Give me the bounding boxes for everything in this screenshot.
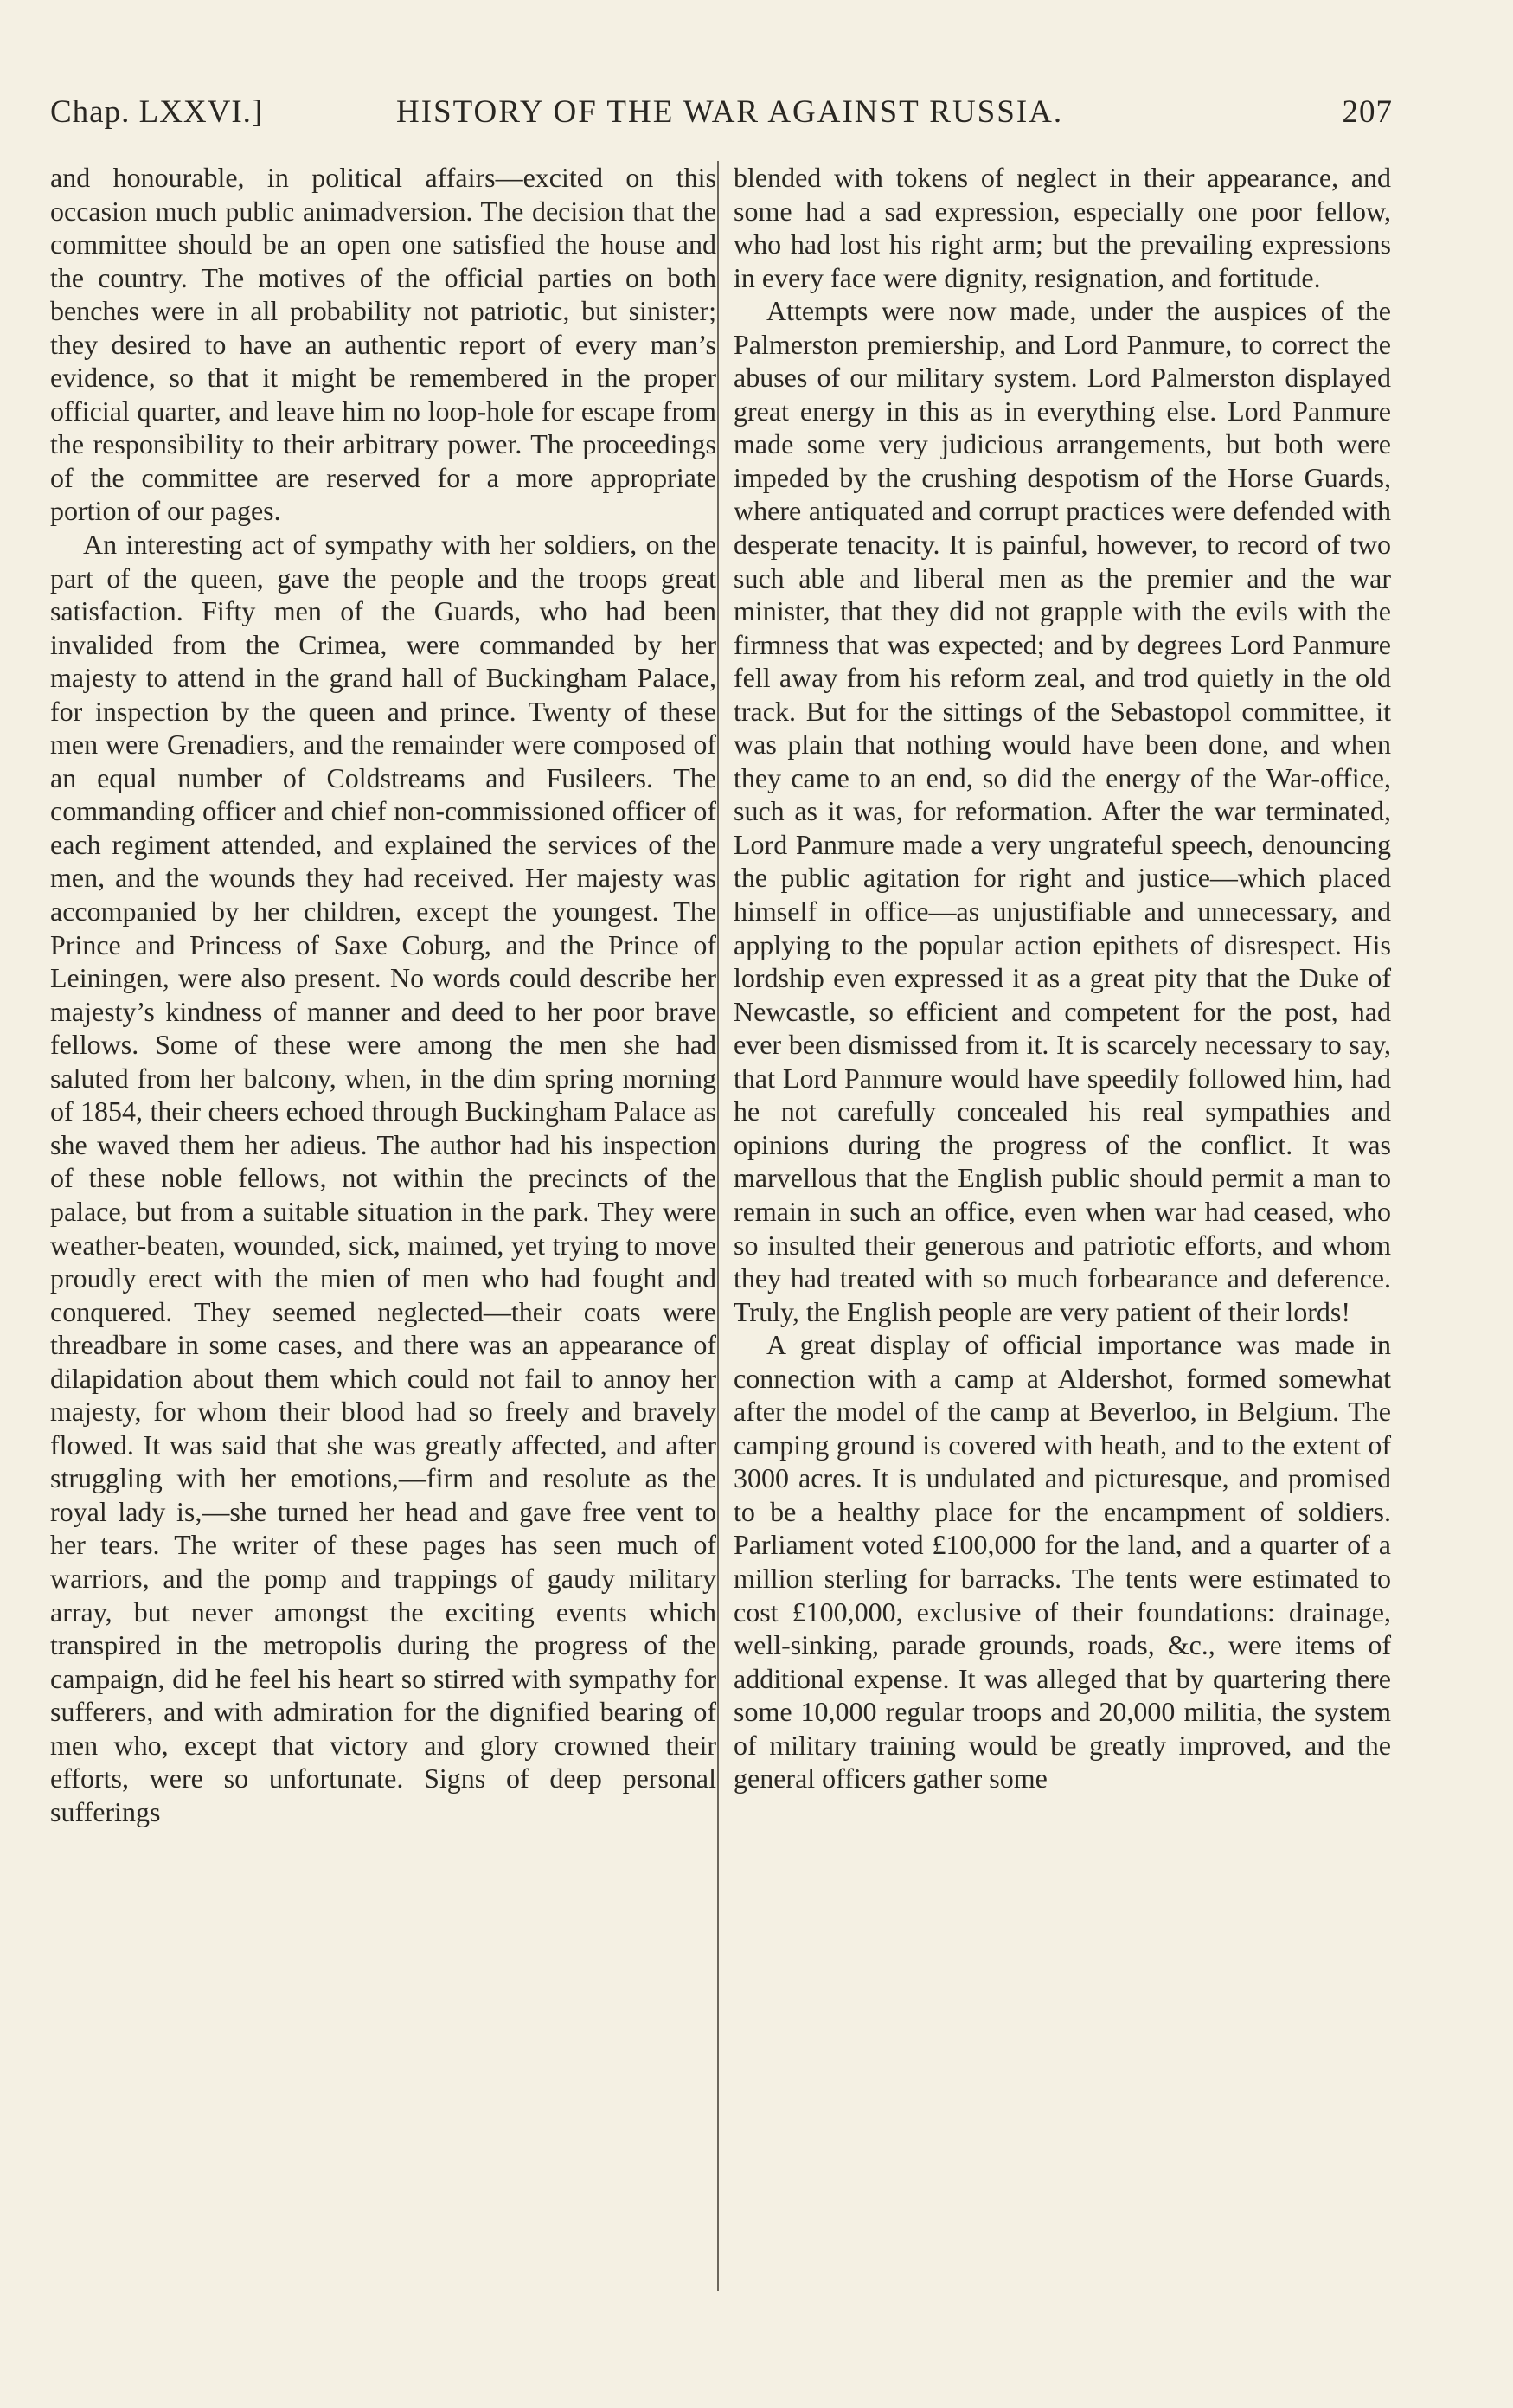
paragraph: An interesting act of sympathy with her soldiers, on the part of the queen, gave the people and the troops great satisfaction. Fifty men of the Guards, who had been invalided from the Crimea, were commanded by her majesty to attend in the grand hall of Buckingham Palace, for inspection by the queen and prince. Twenty of these men were Grenadiers, and the remainder were composed of an equal number of Coldstreams and Fusileers. The commanding officer and chief non-commissioned officer of each regiment attended, and explained the services of the men, and the wounds they had received. Her majesty was accompanied by her children, except the youngest. The Prince and Princess of Saxe Coburg, and the Prince of Leiningen, were also present. No words could describe her majesty’s kindness of manner and deed to her poor brave fellows. Some of these were among the men she had saluted from her balcony, when, in the dim spring morning of 1854, their cheers echoed through Buckingham Palace as she waved them her adieus. The author had his inspection of these noble fellows, not within the precincts of the palace, but from a suitable situation in the park. They were weather-beaten, wounded, sick, maimed, yet trying to move proudly erect with the mien of men who had fought and conquered. They seemed neglected—their coats were threadbare in some cases, and there was an appearance of dilapidation about them which could not fail to annoy her majesty, for whom their blood had so freely and bravely flowed. It was said that she was greatly affected, and after struggling with her emotions,—firm and resolute as the royal lady is,—she turned her head and gave free vent to her tears. The writer of these pages has seen much of warriors, and the pomp and trappings of gaudy military array, but never amongst the exciting events which transpired in the metropolis during the progress of the campaign, did he feel his heart so stirred with sympathy for sufferers, and with admiration for the dignified bearing of men who, except that victory and glory crowned their efforts, were so unfortunate. Signs of deep personal sufferings xyxy=(50,529,716,1827)
right-column xyxy=(734,161,1391,1795)
paragraph: Attempts were now made, under the auspices of the Palmerston premiership, and Lord Panmure, to correct the abuses of our military system. Lord Palmerston displayed great energy in this as in everything else. Lord Panmure made some very judicious arrangements, but both were impeded by the crushing despotism of the Horse Guards, where antiquated and corrupt practices were defended with desperate tenacity. It is painful, however, to record of two such able and liberal men as the premier and the war minister, that they did not grapple with the evils with the firmness that was expected; and by degrees Lord Panmure fell away from his reform zeal, and trod quietly in the old track. But for the sittings of the Sebastopol committee, it was plain that nothing would have been done, and when they came to an end, so did the energy of the War-office, such as it was, for reformation. After the war terminated, Lord Panmure made a very ungrateful speech, denouncing the public agitation for right and justice—which placed himself in office—as unjustifiable and unnecessary, and applying to the popular action epithets of disrespect. His lordship even expressed it as a great pity that the Duke of Newcastle, so efficient and competent for the post, had ever been dismissed from it. It is scarcely necessary to say, that Lord Panmure would have speedily followed him, had he not carefully concealed his real sympathies and opinions during the progress of the conflict. It was marvellous that the English public should permit a man to remain in such an office, even when war had ceased, who so insulted their generous and patriotic efforts, and whom they had treated with so much forbearance and deference. Truly, the English people are very patient of their lords! xyxy=(734,295,1391,1327)
page-number: 207 xyxy=(1342,94,1393,130)
paragraph: and honourable, in political affairs—excited on this occasion much public animadversion. The decision that the committee should be an open one satisfied the house and the country. The motives of the official parties on both benches were in all probability not patriotic, but sinister; they desired to have an authentic report of every man’s evidence, so that it might be remembered in the proper official quarter, and leave him no loop-hole for escape from the responsibility to their arbitrary power. The proceedings of the committee are reserved for a more appropriate portion of our pages. xyxy=(50,162,716,527)
chapter-label: Chap. LXXVI.] xyxy=(50,94,264,130)
left-column xyxy=(50,161,716,1828)
paragraph: A great display of official importance was made in connection with a camp at Aldershot, formed somewhat after the model of the camp at Beverloo, in Belgium. The camping ground is covered with heath, and to the extent of 3000 acres. It is undulated and picturesque, and promised to be a healthy place for the encampment of soldiers. Parliament voted £100,000 for the land, and a quarter of a million sterling for barracks. The tents were estimated to cost £100,000, exclusive of their foundations: drainage, well-sinking, parade grounds, roads, &c., were items of additional expense. It was alleged that by quartering there some 10,000 regular troops and 20,000 militia, the system of military training would be greatly improved, and the general officers gather some xyxy=(734,1329,1391,1795)
running-title: HISTORY OF THE WAR AGAINST RUSSIA. xyxy=(396,94,1064,130)
paragraph: blended with tokens of neglect in their appearance, and some had a sad expression, especially one poor fellow, who had lost his right arm; but the prevailing expressions in every face were dignity, resignation, and fortitude. xyxy=(734,162,1391,293)
column-divider xyxy=(717,161,719,2291)
running-header xyxy=(50,93,1393,145)
